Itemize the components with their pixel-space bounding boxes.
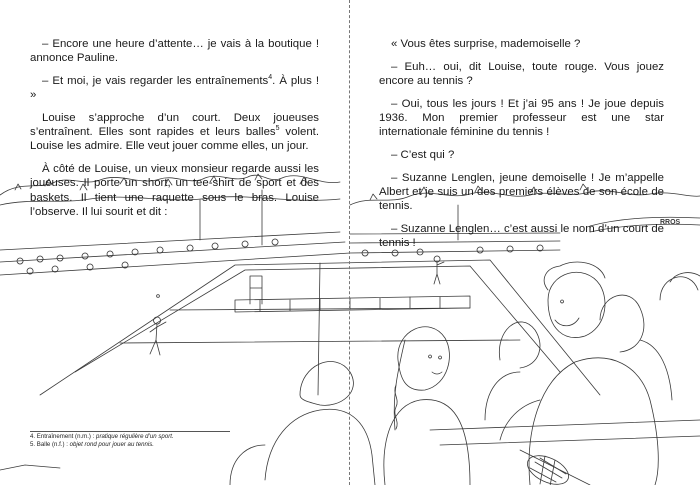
footnote-ref: 5 [275, 125, 280, 133]
footnotes [30, 431, 230, 449]
paragraph: – Oui, tous les jours ! Et j’ai 95 ans ! Je joue depuis 1936. Mon premier professeur est une star internationale féminine du tennis ! [379, 97, 664, 139]
paragraph: – Encore une heure d’attente… je vais à la boutique ! annonce Pauline. [30, 38, 319, 65]
stadium-sign: RROS [660, 219, 681, 226]
footnote: 4. Entraînement (n.m.) : pratique régulière d’un sport. [30, 433, 174, 440]
paragraph: – Suzanne Lenglen, jeune demoiselle ! Je m’appelle Albert et je suis un des premiers élèves de son école de tennis. [379, 171, 664, 213]
paragraph: À côté de Louise, un vieux monsieur regarde aussi les joueuses. Il porte un short, un tee-shirt de sport et des baskets. Il tient une raquette sous le bras. Louise l’observe. Il lui sourit et dit : [30, 163, 319, 218]
page-gutter [349, 0, 350, 485]
left-text-column [30, 37, 319, 228]
footnote-ref: 4 [268, 74, 273, 82]
left-page [0, 0, 349, 485]
paragraph: – Et moi, je vais regarder les entraînements$^4$. À plus ! » [30, 74, 319, 102]
paragraph: Louise s’approche d’un court. Deux joueuses s’entraînent. Elles sont rapides et leurs balles$^5$ volent. Louise les admire. Elle veut jouer comme elles, un jour. [30, 112, 319, 153]
right-text-column [379, 37, 664, 259]
paragraph: – Euh… oui, dit Louise, toute rouge. Vous jouez encore au tennis ? [379, 60, 664, 87]
paragraph: – Suzanne Lenglen… c’est aussi le nom d’un court de tennis ! [379, 223, 664, 250]
paragraph: – C’est qui ? [391, 149, 455, 161]
right-page [351, 0, 700, 485]
paragraph: « Vous êtes surprise, mademoiselle ? [391, 38, 581, 50]
footnote: 5. Balle (n.f.) : objet rond pour jouer au tennis. [30, 441, 154, 448]
